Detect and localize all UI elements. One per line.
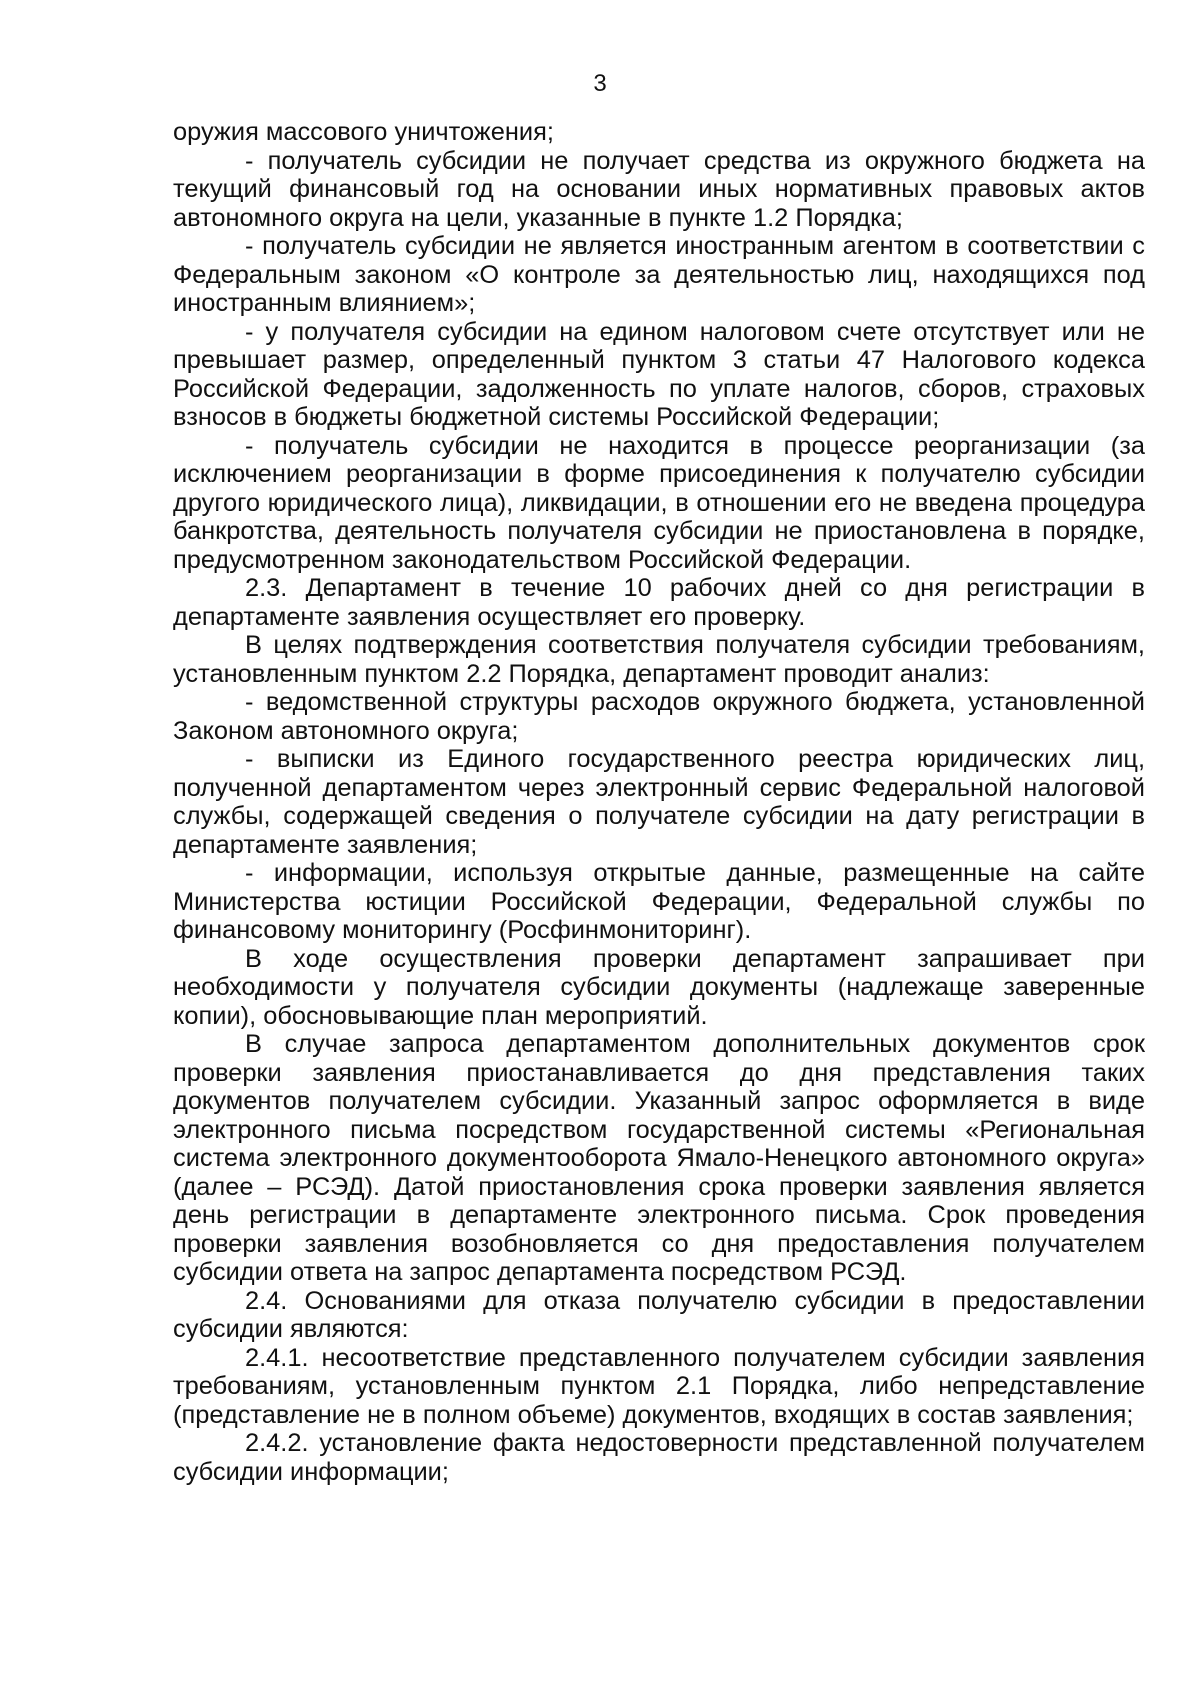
paragraph: - получатель субсидии не получает средства из окружного бюджета на текущий финансовый год на основании иных нормативных правовых актов автономного округа на цели, указанные в пункте 1.2 Порядка; — [173, 146, 1145, 232]
paragraph: - получатель субсидии не находится в процессе реорганизации (за исключением реорганизации в форме присоединения к получателю субсидии другого юридического лица), ликвидации, в отношении его не введена процедура банкротства, деятельность получателя субсидии не приостановлена в порядке, предусмотренном законодательством Российской Федерации. — [173, 431, 1145, 574]
paragraph: оружия массового уничтожения; — [173, 118, 554, 146]
paragraph: - у получателя субсидии на едином налоговом счете отсутствует или не превышает размер, определенный пунктом 3 статьи 47 Налогового кодекса Российской Федерации, задолженность по уплате налогов, сборов, страховых взносов в бюджеты бюджетной системы Российской Федерации; — [173, 317, 1145, 431]
paragraph: 2.4.1. несоответствие представленного получателем субсидии заявления требованиям, установленным пунктом 2.1 Порядка, либо непредставление (представление не в полном объеме) документов, входящих в состав заявления; — [173, 1343, 1145, 1429]
paragraph: В целях подтверждения соответствия получателя субсидии требованиям, установленным пунктом 2.2 Порядка, департамент проводит анализ: — [173, 631, 1145, 688]
document-body — [173, 118, 1145, 1486]
paragraph: - выписки из Единого государственного реестра юридических лиц, полученной департаментом через электронный сервис Федеральной налоговой службы, содержащей сведения о получателе субсидии на дату регистрации в департаменте заявления; — [173, 745, 1145, 859]
paragraph: - получатель субсидии не является иностранным агентом в соответствии с Федеральным законом «О контроле за деятельностью лиц, находящихся под иностранным влиянием»; — [173, 232, 1145, 317]
page-number: 3 — [593, 70, 607, 97]
paragraph: В случае запроса департаментом дополнительных документов срок проверки заявления приостанавливается до дня представления таких документов получателем субсидии. Указанный запрос оформляется в виде электронного письма посредством государственной системы «Региональная система электронного документооборота Ямало-Ненецкого автономного округа» (далее – РСЭД). Датой приостановления срока проверки заявления является день регистрации в департаменте электронного письма. Срок проведения проверки заявления возобновляется со дня предоставления получателем субсидии ответа на запрос департамента посредством РСЭД. — [173, 1030, 1145, 1286]
paragraph: 2.3. Департамент в течение 10 рабочих дней со дня регистрации в департаменте заявления осуществляет его проверку. — [173, 574, 1145, 631]
paragraph: - информации, используя открытые данные, размещенные на сайте Министерства юстиции Российской Федерации, Федеральной службы по финансовому мониторингу (Росфинмониторинг). — [173, 859, 1145, 944]
paragraph: 2.4. Основаниями для отказа получателю субсидии в предоставлении субсидии являются: — [173, 1286, 1145, 1343]
paragraph: В ходе осуществления проверки департамент запрашивает при необходимости у получателя субсидии документы (надлежаще заверенные копии), обосновывающие план мероприятий. — [173, 944, 1145, 1030]
paragraph: - ведомственной структуры расходов окружного бюджета, установленной Законом автономного округа; — [173, 688, 1145, 745]
paragraph: 2.4.2. установление факта недостоверности представленной получателем субсидии информации; — [173, 1429, 1145, 1486]
